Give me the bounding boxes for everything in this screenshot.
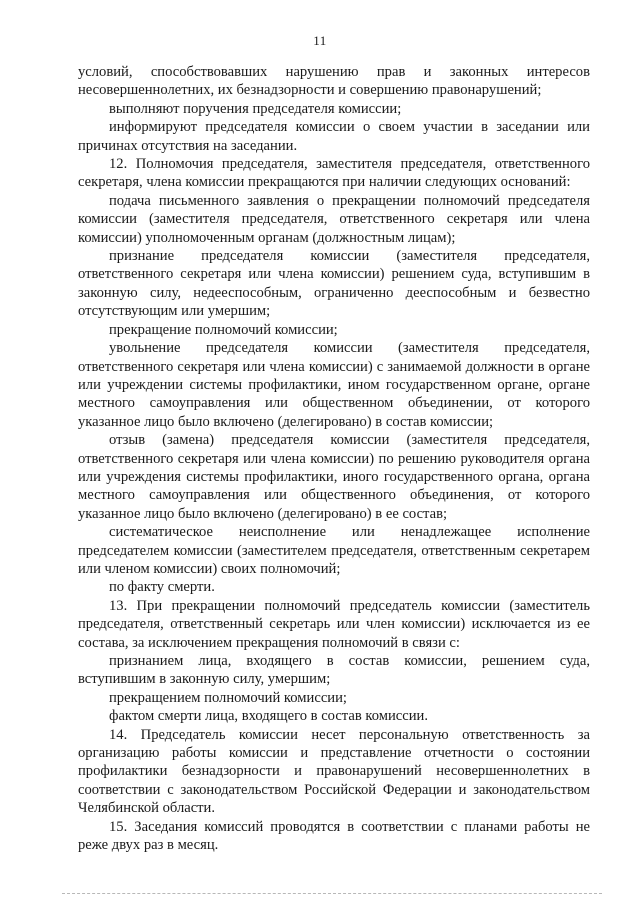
paragraph: прекращение полномочий комиссии; bbox=[109, 321, 338, 338]
paragraph-section-12: 12. Полномочия председателя, заместителя председателя, ответственного секретаря, члена комиссии прекращаются при наличии следующих оснований: bbox=[78, 156, 590, 191]
page-bottom-rule bbox=[62, 893, 602, 894]
paragraph: фактом смерти лица, входящего в состав комиссии. bbox=[109, 708, 429, 725]
paragraph: подача письменного заявления о прекращении полномочий председателя комиссии (заместителя председателя, ответственного секретаря или члена комиссии) уполномоченным органам (должностным лицам); bbox=[78, 192, 590, 246]
paragraph-section-15: 15. Заседания комиссий проводятся в соответствии с планами работы не реже двух раз в месяц. bbox=[78, 818, 590, 854]
paragraph: выполняют поручения председателя комиссии; bbox=[109, 100, 402, 117]
paragraph: информируют председателя комиссии о своем участии в заседании или причинах отсутствия на заседании. bbox=[78, 119, 590, 154]
paragraph: систематическое неисполнение или ненадлежащее исполнение председателем комиссии (заместителем председателя, ответственным секретарем или членом комиссии) своих полномочий; bbox=[78, 524, 590, 577]
paragraph: признанием лица, входящего в состав комиссии, решением суда, вступившим в законную силу, умершим; bbox=[78, 653, 590, 688]
paragraph: условий, способствовавших нарушению прав и законных интересов несовершеннолетних, их безнадзорности и совершению правонарушений; bbox=[78, 64, 590, 99]
paragraph-section-14: 14. Председатель комиссии несет персональную ответственность за организацию работы комиссии и представление отчетности о состоянии профилактики безнадзорности и правонарушений несовершеннолетних в соответствии с законодательством Российской Федерации и законодательством Челябинской области. bbox=[78, 726, 590, 817]
paragraph: отзыв (замена) председателя комиссии (заместителя председателя, ответственного секретаря или члена комиссии) по решению руководителя органа или учреждения системы профилактики, иного государственного органа, органа местного самоуправления или общественного объединения, от которого указанное лицо было включено (делегировано) в ее состав; bbox=[78, 432, 590, 522]
paragraph: по факту смерти. bbox=[109, 579, 215, 596]
paragraph: увольнение председателя комиссии (заместителя председателя, ответственного секретаря или члена комиссии) с занимаемой должности в органе или учреждении системы профилактики, ином государственном органе, органе местного самоуправления или общественном объединении, от которого указанное лицо было включено (делегировано) в состав комиссии; bbox=[78, 340, 590, 430]
document-body bbox=[78, 63, 590, 854]
paragraph-section-13: 13. При прекращении полномочий председатель комиссии (заместитель председателя, ответственный секретарь или член комиссии) исключается из ее состава, за исключением прекращения полномочий в связи с: bbox=[78, 597, 590, 651]
page-number: 11 bbox=[313, 33, 327, 48]
paragraph: признание председателя комиссии (заместителя председателя, ответственного секретаря или члена комиссии) решением суда, вступившим в законную силу, недееспособным, ограниченно дееспособным и безвестно отсутствующим или умершим; bbox=[78, 248, 590, 320]
paragraph: прекращением полномочий комиссии; bbox=[109, 689, 347, 706]
